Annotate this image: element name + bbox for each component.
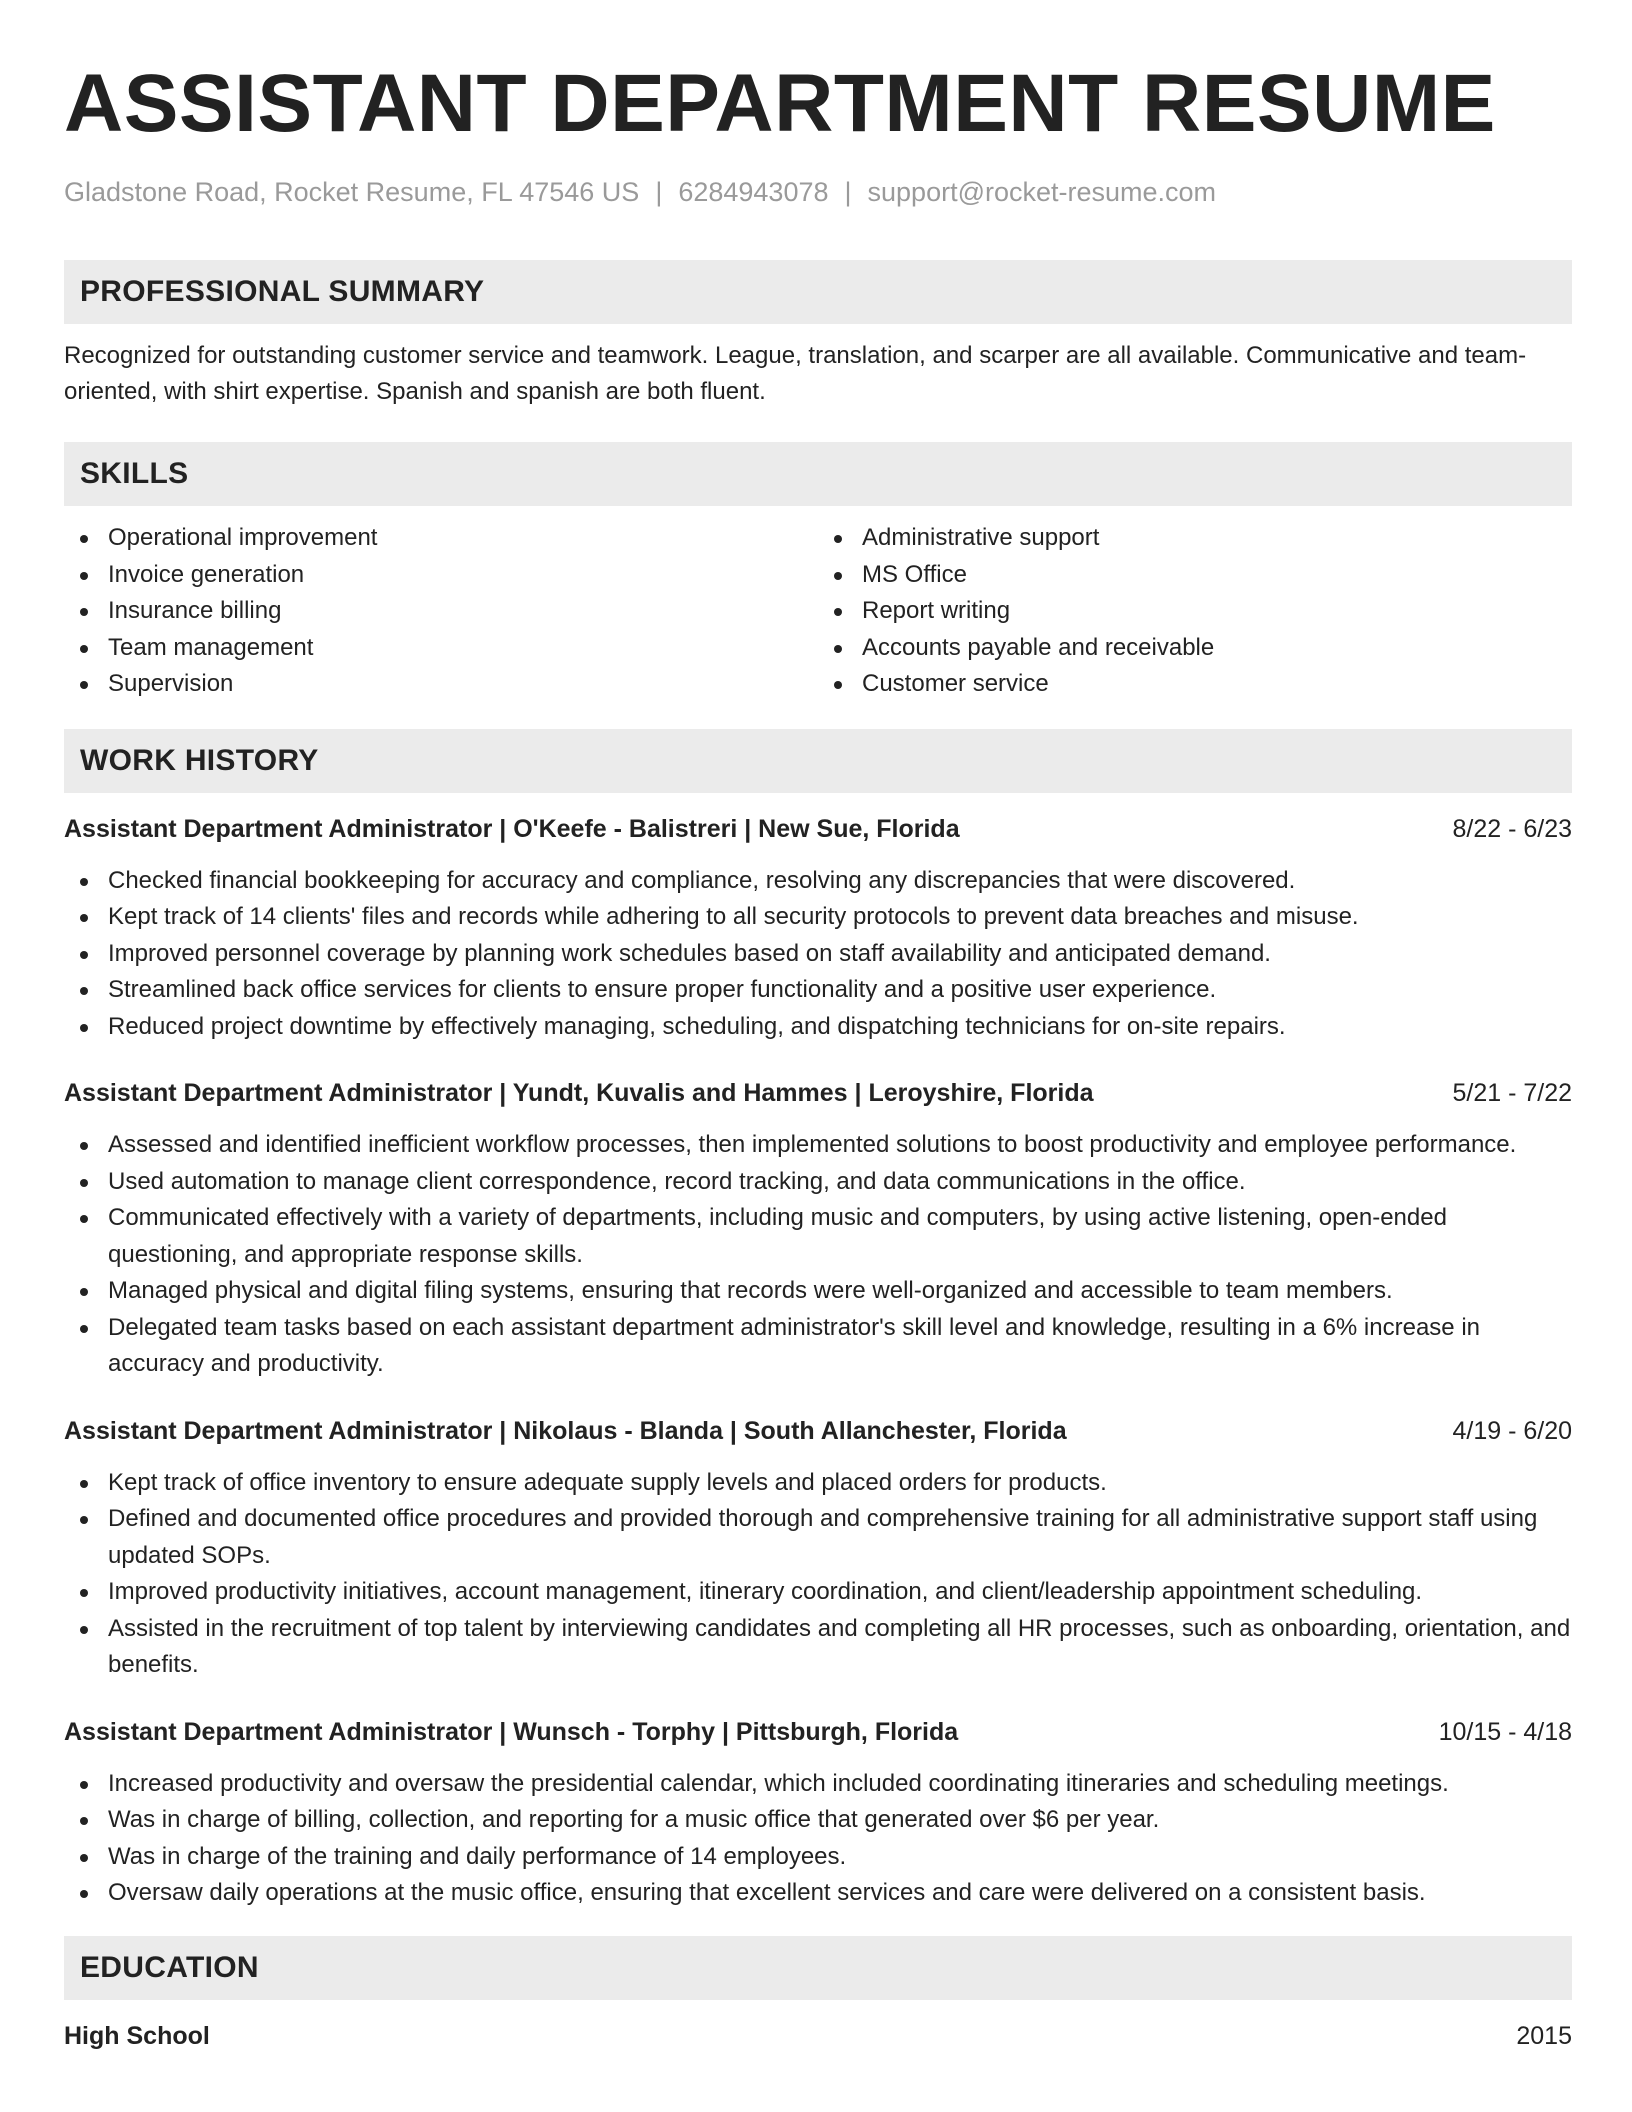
skills-list [64,520,1572,703]
job-bullet: Defined and documented office procedures and provided thorough and comprehensive training for all administrative support staff using updated SOPs. [64,1501,1572,1574]
job-bullets [64,1465,1572,1684]
job-header [64,1075,1572,1111]
contact-phone: 6284943078 [678,177,829,207]
education-year: 2015 [1516,2021,1572,2050]
section-header-summary [64,260,1572,324]
job-header [64,1413,1572,1449]
contact-address: Gladstone Road, Rocket Resume, FL 47546 US [64,177,640,207]
skill-item: Accounts payable and receivable [818,630,1572,667]
job-title: Assistant Department Administrator | O'Keefe - Balistreri | New Sue, Florida [64,814,960,843]
job-entry [64,1714,1572,1912]
job-bullet: Delegated team tasks based on each assistant department administrator's skill level and knowledge, resulting in a 6% increase in accuracy and productivity. [64,1310,1572,1383]
skills-column-left [64,520,818,703]
job-bullet: Kept track of office inventory to ensure adequate supply levels and placed orders for products. [64,1465,1572,1502]
contact-line [64,174,1572,210]
skill-item: Administrative support [818,520,1572,557]
education-entry [64,2018,1572,2054]
section-title: WORK HISTORY [80,743,319,777]
section-header-work-history [64,729,1572,793]
job-bullets [64,1766,1572,1912]
contact-email: support@rocket-resume.com [867,177,1217,207]
summary-text: Recognized for outstanding customer service and teamwork. League, translation, and scarper are all available. Communicative and team-oriented, with shirt expertise. Spanish and spanish are both fluent. [64,342,1527,405]
job-title: Assistant Department Administrator | Yundt, Kuvalis and Hammes | Leroyshire, Florida [64,1079,1094,1107]
section-title: EDUCATION [80,1950,259,1984]
job-bullet: Improved productivity initiatives, account management, itinerary coordination, and client/leadership appointment scheduling. [64,1574,1572,1611]
contact-separator: | [655,177,663,207]
job-bullet: Improved personnel coverage by planning work schedules based on staff availability and anticipated demand. [64,936,1572,973]
job-bullet: Increased productivity and oversaw the presidential calendar, which included coordinating itineraries and scheduling meetings. [64,1766,1572,1803]
skill-item: Supervision [64,666,818,703]
job-entry [64,1413,1572,1684]
skills-column-right [818,520,1572,703]
job-bullets [64,1127,1572,1383]
job-header [64,1714,1572,1750]
job-bullet: Was in charge of the training and daily performance of 14 employees. [64,1839,1572,1876]
job-header [64,811,1572,847]
job-bullet: Oversaw daily operations at the music office, ensuring that excellent services and care were delivered on a consistent basis. [64,1875,1572,1912]
job-bullet: Communicated effectively with a variety of departments, including music and computers, by using active listening, open-ended questioning, and appropriate response skills. [64,1200,1572,1273]
skill-item: Operational improvement [64,520,818,557]
skill-item: Insurance billing [64,593,818,630]
skill-item: Team management [64,630,818,667]
job-bullet: Managed physical and digital filing systems, ensuring that records were well-organized and accessible to team members. [64,1273,1572,1310]
job-bullet: Checked financial bookkeeping for accuracy and compliance, resolving any discrepancies that were discovered. [64,863,1572,900]
section-header-education [64,1936,1572,2000]
job-bullet: Reduced project downtime by effectively managing, scheduling, and dispatching technicians for on-site repairs. [64,1009,1572,1046]
section-title: PROFESSIONAL SUMMARY [80,275,485,308]
job-entry [64,811,1572,1046]
job-bullet: Was in charge of billing, collection, and reporting for a music office that generated over $6 per year. [64,1802,1572,1839]
job-dates: 8/22 - 6/23 [1452,814,1572,843]
job-dates: 10/15 - 4/18 [1438,1717,1572,1746]
skill-item: Customer service [818,666,1572,703]
skill-item: Report writing [818,593,1572,630]
skill-item: MS Office [818,557,1572,594]
skill-item: Invoice generation [64,557,818,594]
job-title: Assistant Department Administrator | Wunsch - Torphy | Pittsburgh, Florida [64,1717,959,1746]
section-title: SKILLS [80,457,189,490]
resume-title: ASSISTANT DEPARTMENT RESUME [64,58,1496,149]
job-bullet: Streamlined back office services for clients to ensure proper functionality and a positive user experience. [64,972,1572,1009]
job-bullet: Assisted in the recruitment of top talent by interviewing candidates and completing all HR processes, such as onboarding, orientation, and benefits. [64,1611,1572,1684]
job-bullets [64,863,1572,1046]
job-bullet: Used automation to manage client correspondence, record tracking, and data communications in the office. [64,1164,1572,1201]
job-entry [64,1075,1572,1383]
job-dates: 4/19 - 6/20 [1452,1416,1572,1445]
education-degree: High School [64,2021,210,2050]
job-bullet: Kept track of 14 clients' files and records while adhering to all security protocols to prevent data breaches and misuse. [64,899,1572,936]
job-bullet: Assessed and identified inefficient workflow processes, then implemented solutions to boost productivity and employee performance. [64,1127,1572,1164]
contact-separator: | [844,177,852,207]
section-header-skills [64,442,1572,506]
job-dates: 5/21 - 7/22 [1452,1079,1572,1107]
job-title: Assistant Department Administrator | Nikolaus - Blanda | South Allanchester, Florida [64,1416,1067,1445]
